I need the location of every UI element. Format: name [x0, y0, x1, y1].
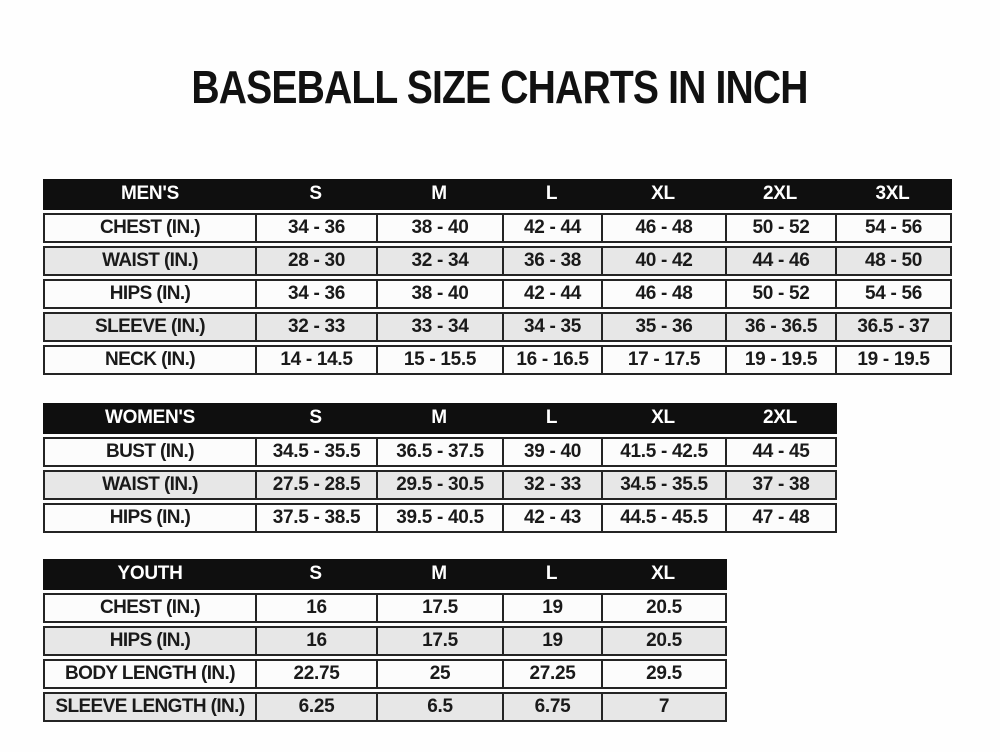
value-cell: 34 - 36 [255, 215, 376, 241]
value-cell: 39 - 40 [502, 439, 601, 465]
value-cell: 17.5 [376, 628, 502, 654]
row-label-cell: HIPS (IN.) [109, 506, 191, 528]
womens-size-header-l: L [545, 407, 558, 429]
value-cell: 44 - 45 [725, 439, 835, 465]
mens-table-row [43, 345, 952, 375]
value-cell: 37.5 - 38.5 [255, 505, 376, 531]
mens-size-header-l: L [545, 183, 558, 205]
youth-table-row [43, 692, 727, 722]
value-cell: 19 - 19.5 [835, 347, 950, 373]
value-cell: 22.75 [255, 661, 376, 687]
row-label-cell: NECK (IN.) [104, 348, 196, 370]
value-cell: 25 [376, 661, 502, 687]
value-cell: 16 - 16.5 [502, 347, 601, 373]
mens-size-header-m: M [431, 183, 447, 205]
womens-size-header-m: M [431, 407, 447, 429]
youth-header-label: YOUTH [117, 563, 183, 585]
value-cell: 33 - 34 [376, 314, 502, 340]
youth-size-header-m: M [431, 563, 447, 585]
womens-table-row [43, 470, 837, 500]
value-cell: 35 - 36 [601, 314, 725, 340]
womens-table-row [43, 437, 837, 467]
value-cell: 17 - 17.5 [601, 347, 725, 373]
value-cell: 32 - 33 [502, 472, 601, 498]
mens-table-row [43, 213, 952, 243]
womens-size-header-2xl: 2XL [763, 407, 797, 429]
value-cell: 6.75 [502, 694, 601, 720]
youth-table-row [43, 626, 727, 656]
row-label-cell: WAIST (IN.) [102, 249, 198, 271]
value-cell: 20.5 [601, 595, 725, 621]
value-cell: 32 - 33 [255, 314, 376, 340]
row-label-cell: BODY LENGTH (IN.) [65, 662, 235, 684]
value-cell: 46 - 48 [601, 281, 725, 307]
mens-size-header-2xl: 2XL [763, 183, 797, 205]
value-cell: 19 [502, 628, 601, 654]
row-label-cell: WAIST (IN.) [102, 473, 198, 495]
youth-size-table [43, 559, 727, 722]
value-cell: 42 - 44 [502, 215, 601, 241]
value-cell: 44.5 - 45.5 [601, 505, 725, 531]
row-label-cell: CHEST (IN.) [99, 596, 200, 618]
value-cell: 42 - 44 [502, 281, 601, 307]
row-label-cell: HIPS (IN.) [109, 282, 191, 304]
youth-table-row [43, 659, 727, 689]
value-cell: 34.5 - 35.5 [601, 472, 725, 498]
value-cell: 36 - 36.5 [725, 314, 835, 340]
value-cell: 41.5 - 42.5 [601, 439, 725, 465]
mens-header-label: MEN'S [121, 183, 179, 205]
value-cell: 29.5 [601, 661, 725, 687]
mens-size-header-3xl: 3XL [875, 183, 910, 205]
value-cell: 34.5 - 35.5 [255, 439, 376, 465]
womens-size-table [43, 403, 837, 533]
value-cell: 46 - 48 [601, 215, 725, 241]
mens-table-row [43, 279, 952, 309]
value-cell: 20.5 [601, 628, 725, 654]
value-cell: 54 - 56 [835, 281, 950, 307]
youth-table-row [43, 593, 727, 623]
value-cell: 16 [255, 595, 376, 621]
value-cell: 50 - 52 [725, 281, 835, 307]
mens-table-row [43, 246, 952, 276]
row-label-cell: SLEEVE (IN.) [95, 315, 205, 337]
mens-size-header-xl: XL [651, 183, 675, 205]
value-cell: 6.25 [255, 694, 376, 720]
youth-header-row [43, 559, 727, 590]
value-cell: 32 - 34 [376, 248, 502, 274]
value-cell: 36.5 - 37.5 [376, 439, 502, 465]
value-cell: 42 - 43 [502, 505, 601, 531]
value-cell: 17.5 [376, 595, 502, 621]
womens-header-row [43, 403, 837, 434]
value-cell: 34 - 35 [502, 314, 601, 340]
value-cell: 19 [502, 595, 601, 621]
page [0, 62, 1000, 752]
value-cell: 36.5 - 37 [835, 314, 950, 340]
womens-size-header-s: S [309, 407, 322, 429]
youth-size-header-xl: XL [651, 563, 675, 585]
value-cell: 14 - 14.5 [255, 347, 376, 373]
row-label-cell: HIPS (IN.) [109, 629, 191, 651]
value-cell: 47 - 48 [725, 505, 835, 531]
womens-header-label: WOMEN'S [104, 407, 196, 429]
value-cell: 37 - 38 [725, 472, 835, 498]
value-cell: 27.5 - 28.5 [255, 472, 376, 498]
row-label-cell: BUST (IN.) [106, 440, 194, 462]
value-cell: 29.5 - 30.5 [376, 472, 502, 498]
youth-size-header-l: L [545, 563, 558, 585]
mens-size-header-s: S [309, 183, 322, 205]
womens-size-header-xl: XL [651, 407, 675, 429]
value-cell: 44 - 46 [725, 248, 835, 274]
value-cell: 28 - 30 [255, 248, 376, 274]
youth-size-header-s: S [309, 563, 322, 585]
value-cell: 16 [255, 628, 376, 654]
value-cell: 48 - 50 [835, 248, 950, 274]
value-cell: 27.25 [502, 661, 601, 687]
row-label-cell: CHEST (IN.) [99, 216, 200, 238]
value-cell: 7 [601, 694, 725, 720]
mens-header-row [43, 179, 952, 210]
womens-table-row [43, 503, 837, 533]
row-label-cell: SLEEVE LENGTH (IN.) [55, 695, 245, 717]
chart-title-text: BASEBALL SIZE CHARTS IN INCH [191, 61, 809, 113]
value-cell: 36 - 38 [502, 248, 601, 274]
value-cell: 38 - 40 [376, 215, 502, 241]
value-cell: 15 - 15.5 [376, 347, 502, 373]
value-cell: 34 - 36 [255, 281, 376, 307]
value-cell: 6.5 [376, 694, 502, 720]
value-cell: 50 - 52 [725, 215, 835, 241]
mens-table-row [43, 312, 952, 342]
mens-size-table [43, 179, 952, 375]
value-cell: 54 - 56 [835, 215, 950, 241]
chart-title [0, 62, 1000, 113]
value-cell: 39.5 - 40.5 [376, 505, 502, 531]
value-cell: 40 - 42 [601, 248, 725, 274]
value-cell: 38 - 40 [376, 281, 502, 307]
value-cell: 19 - 19.5 [725, 347, 835, 373]
